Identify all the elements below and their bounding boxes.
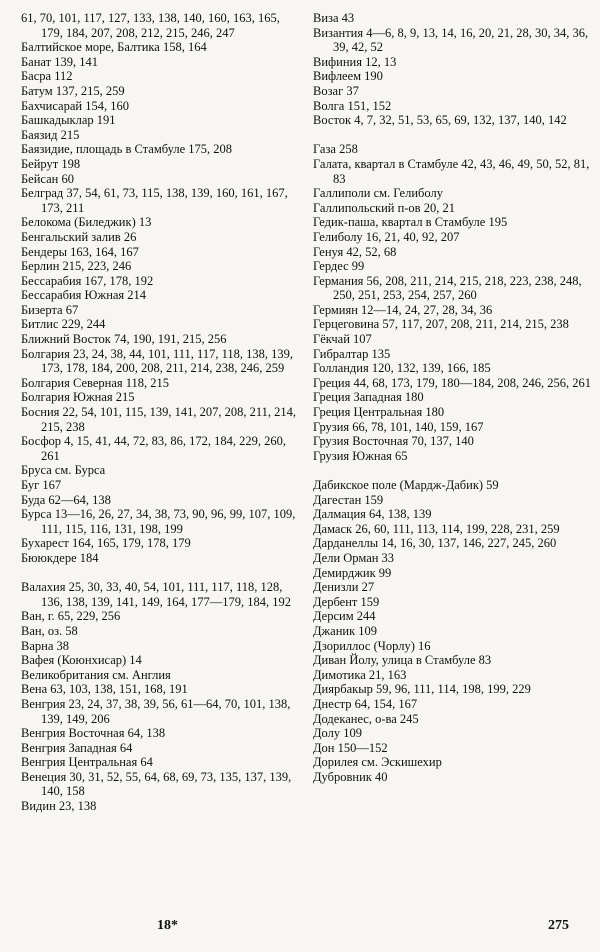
index-entry: Далмация 64, 138, 139 xyxy=(313,507,432,522)
index-entry: Галлиполи см. Гелиболу xyxy=(313,186,443,201)
index-entry: Баязид 215 xyxy=(21,127,80,142)
index-entry: Босфор 4, 15, 41, 44, 72, 83, 86, 172, 184, 229, 260, 261 xyxy=(21,434,287,463)
index-entry: Гёкчай 107 xyxy=(313,332,372,347)
index-entry: Венгрия Восточная 64, 138 xyxy=(21,726,166,741)
index-column-left xyxy=(21,11,297,814)
index-entry: Бурса 13—16, 26, 27, 34, 38, 73, 90, 96, 99, 107, 109, 111, 115, 116, 131, 198, 199 xyxy=(21,507,296,536)
index-entry: Венгрия Центральная 64 xyxy=(21,755,153,770)
index-entry: Бессарабия Южная 214 xyxy=(21,288,147,303)
index-entry: Дели Орман 33 xyxy=(313,550,395,565)
index-entry: Гибралтар 135 xyxy=(313,346,391,361)
index-entry: Бруса см. Бурса xyxy=(21,463,106,478)
index-entry: Дамаск 26, 60, 111, 113, 114, 199, 228, 231, 259 xyxy=(313,521,560,536)
index-entry: Греция 44, 68, 173, 179, 180—184, 208, 246, 256, 261 xyxy=(313,375,591,390)
index-entry: Ван, г. 65, 229, 256 xyxy=(21,609,121,624)
index-entry: Гермиян 12—14, 24, 27, 28, 34, 36 xyxy=(313,302,493,317)
index-entry: Бендеры 163, 164, 167 xyxy=(21,244,139,259)
index-entry: Венгрия 23, 24, 37, 38, 39, 56, 61—64, 70, 101, 138, 139, 149, 206 xyxy=(21,696,291,726)
index-entry: Дагестан 159 xyxy=(313,492,384,507)
index-entry: Восток 4, 7, 32, 51, 53, 65, 69, 132, 137, 140, 142 xyxy=(313,113,567,128)
index-entry: Дон 150—152 xyxy=(313,740,388,755)
index-entry: Бухарест 164, 165, 179, 178, 179 xyxy=(21,536,191,551)
index-entry: Возаг 37 xyxy=(313,83,359,98)
index-entry: Баязидие, площадь в Стамбуле 175, 208 xyxy=(21,142,233,157)
index-entry: Дабикское поле (Мардж-Дабик) 59 xyxy=(313,478,499,492)
index-entry: Днестр 64, 154, 167 xyxy=(313,696,418,711)
index-entry: Болгария 23, 24, 38, 44, 101, 111, 117, 118, 138, 139, 173, 178, 184, 200, 208, 211, 214, 238, 246, 259 xyxy=(21,346,294,376)
section-gap xyxy=(313,128,591,143)
index-entry: Диярбакыр 59, 96, 111, 114, 198, 199, 229 xyxy=(313,682,531,697)
index-entry: Грузия Южная 65 xyxy=(313,448,408,463)
index-entry: Гердес 99 xyxy=(313,259,365,274)
index-entry: Валахия 25, 30, 33, 40, 54, 101, 111, 117, 118, 128, 136, 138, 139, 141, 149, 164, 177—179, 184, 192 xyxy=(21,580,291,609)
index-entry: Белград 37, 54, 61, 73, 115, 138, 139, 160, 161, 167, 173, 211 xyxy=(21,186,288,215)
index-entry: Дербент 159 xyxy=(313,594,380,609)
index-entry: Балтийское море, Балтика 158, 164 xyxy=(21,40,207,55)
index-entry: Газа 258 xyxy=(313,142,358,157)
index-entry: Вифлеем 190 xyxy=(313,69,383,84)
index-entry: Батум 137, 215, 259 xyxy=(21,83,125,98)
index-entry: Германия 56, 208, 211, 214, 215, 218, 223, 238, 248, 250, 251, 253, 254, 257, 260 xyxy=(313,273,582,303)
index-entry: Греция Центральная 180 xyxy=(313,405,445,420)
index-entry: Бизерта 67 xyxy=(21,302,79,317)
index-entry: Герцеговина 57, 117, 207, 208, 211, 214, 215, 238 xyxy=(313,317,569,332)
index-entry: Басра 112 xyxy=(21,69,73,84)
index-entry: Ван, оз. 58 xyxy=(21,623,78,638)
index-entry: Буда 62—64, 138 xyxy=(21,492,111,507)
index-entry: Дубровник 40 xyxy=(313,769,388,784)
index-entry: Бахчисарай 154, 160 xyxy=(21,98,129,113)
index-entry: Галлипольский п-ов 20, 21 xyxy=(313,200,455,215)
index-entry: Варна 38 xyxy=(21,638,69,653)
index-entry: Дерсим 244 xyxy=(313,609,376,624)
index-entry: Банат 139, 141 xyxy=(21,54,98,69)
index-entry: Гедик-паша, квартал в Стамбуле 195 xyxy=(313,215,508,230)
index-entry: Волга 151, 152 xyxy=(313,98,392,113)
index-entry: Болгария Северная 118, 215 xyxy=(21,375,170,390)
index-entry: Башкадыклар 191 xyxy=(21,113,116,128)
index-entry: Венеция 30, 31, 52, 55, 64, 68, 69, 73, 135, 137, 139, 140, 158 xyxy=(21,769,292,799)
index-entry: Грузия 66, 78, 101, 140, 159, 167 xyxy=(313,419,484,434)
index-entry: Бююкдере 184 xyxy=(21,550,99,565)
index-entry: Битлис 229, 244 xyxy=(21,317,106,332)
index-entry: Буг 167 xyxy=(21,478,62,492)
section-gap xyxy=(313,463,591,478)
index-entry: Голландия 120, 132, 139, 166, 185 xyxy=(313,361,491,376)
index-entry: Вена 63, 103, 138, 151, 168, 191 xyxy=(21,682,188,697)
index-entry: Греция Западная 180 xyxy=(313,390,424,405)
index-entry: Дзориллос (Чорлу) 16 xyxy=(313,638,431,653)
index-entry: Долу 109 xyxy=(313,726,362,741)
index-entry: Белокома (Биледжик) 13 xyxy=(21,215,152,230)
index-entry: Видин 23, 138 xyxy=(21,799,97,814)
index-entry: Галата, квартал в Стамбуле 42, 43, 46, 49, 50, 52, 81, 83 xyxy=(313,156,590,186)
index-entry: Болгария Южная 215 xyxy=(21,390,135,405)
index-entry: Грузия Восточная 70, 137, 140 xyxy=(313,434,474,449)
index-entry: Демирджик 99 xyxy=(313,565,392,580)
index-entry: Бенгальский залив 26 xyxy=(21,229,137,244)
index-entry: Бейсан 60 xyxy=(21,171,74,186)
section-gap xyxy=(21,566,297,581)
index-entry: Вифиния 12, 13 xyxy=(313,54,397,69)
index-entry: Дорилея см. Эскишехир xyxy=(313,755,442,770)
index-entry: Вафея (Коюнхисар) 14 xyxy=(21,653,142,668)
index-entry: Джаник 109 xyxy=(313,623,378,638)
index-entry: Додеканес, о-ва 245 xyxy=(313,711,419,726)
index-entry: Генуя 42, 52, 68 xyxy=(313,244,397,259)
index-entry: Берлин 215, 223, 246 xyxy=(21,259,132,274)
page-number: 275 xyxy=(548,918,569,933)
index-entry: Виза 43 xyxy=(313,11,355,25)
index-entry: Босния 22, 54, 101, 115, 139, 141, 207, 208, 211, 214, 215, 238 xyxy=(21,405,296,434)
index-entry: Диван Йолу, улица в Стамбуле 83 xyxy=(313,653,492,668)
index-entry: Бейрут 198 xyxy=(21,156,81,171)
index-entry: Византия 4—6, 8, 9, 13, 14, 16, 20, 21, 28, 30, 34, 36, 39, 42, 52 xyxy=(313,25,589,55)
index-column-right xyxy=(313,11,591,784)
index-entry: Денизли 27 xyxy=(313,580,375,595)
index-entry: Димотика 21, 163 xyxy=(313,667,407,682)
index-entry: Гелиболу 16, 21, 40, 92, 207 xyxy=(313,229,460,244)
index-entry: Дарданеллы 14, 16, 30, 137, 146, 227, 245, 260 xyxy=(313,536,557,551)
index-entry: Венгрия Западная 64 xyxy=(21,740,133,755)
index-entry: 61, 70, 101, 117, 127, 133, 138, 140, 160, 163, 165, 179, 184, 207, 208, 212, 215, 246, 247 xyxy=(21,11,280,40)
index-entry: Бессарабия 167, 178, 192 xyxy=(21,273,154,288)
index-entry: Великобритания см. Англия xyxy=(21,667,171,682)
signature-mark: 18* xyxy=(157,918,178,933)
index-entry: Ближний Восток 74, 190, 191, 215, 256 xyxy=(21,332,227,347)
